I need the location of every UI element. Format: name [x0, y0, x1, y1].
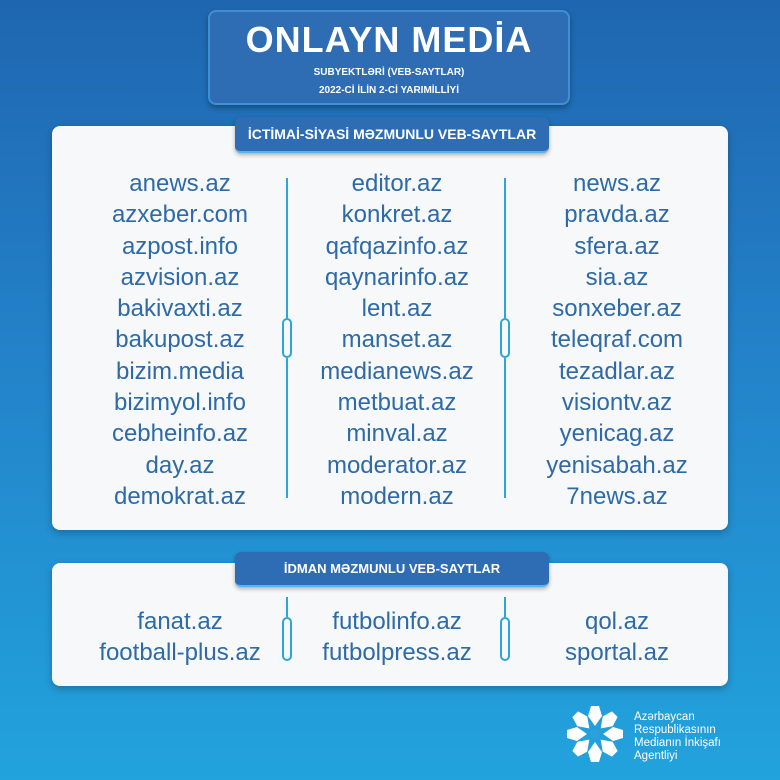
header-box [208, 10, 570, 105]
site-name: minval.az [346, 420, 448, 448]
site-column [70, 606, 290, 669]
logo-petal [588, 706, 602, 726]
site-column [287, 168, 507, 512]
site-name: qaynarinfo.az [324, 263, 470, 291]
logo-petal [567, 727, 587, 741]
site-name: sfera.az [574, 232, 660, 260]
agency-name-line: Agentliyi [634, 750, 678, 762]
site-name: futbolinfo.az [332, 608, 462, 635]
site-name: pravda.az [564, 201, 670, 229]
site-name: moderator.az [326, 451, 468, 479]
site-name: teleqraf.com [550, 326, 684, 354]
site-name: yenicag.az [559, 420, 675, 448]
site-column [70, 168, 290, 512]
section-title-political: İCTİMAİ-SİYASİ MƏZMUNLU VEB-SAYTLAR [235, 117, 549, 153]
site-name: bizimyol.info [113, 389, 247, 417]
site-name: modern.az [340, 482, 454, 510]
site-name: editor.az [351, 170, 443, 197]
site-name: cebheinfo.az [111, 420, 249, 448]
site-name: news.az [572, 170, 662, 197]
site-name: azvision.az [120, 263, 240, 291]
site-name: futbolpress.az [322, 639, 472, 667]
site-name: bizim.media [115, 357, 245, 385]
site-name: metbuat.az [337, 389, 457, 417]
site-name: medianews.az [320, 357, 474, 385]
site-name: bakupost.az [115, 326, 245, 354]
site-name: visiontv.az [561, 389, 673, 417]
site-name: sportal.az [564, 639, 670, 667]
site-name: yenisabah.az [546, 451, 688, 479]
site-name: sia.az [585, 263, 649, 291]
site-name: 7news.az [566, 482, 668, 510]
agency-name-line: Respublikasının [634, 724, 716, 736]
site-name: tezadlar.az [558, 357, 676, 385]
site-name: lent.az [361, 295, 433, 323]
site-name: azpost.info [121, 232, 239, 260]
period: 2022-Cİ İLİN 2-Cİ YARIMİLLİYİ [318, 85, 460, 96]
site-name: konkret.az [341, 201, 453, 229]
political-sites-panel [52, 126, 728, 530]
site-name: bakivaxti.az [117, 295, 243, 323]
site-name: football-plus.az [99, 639, 261, 667]
logo-petal [603, 727, 623, 741]
site-name: sonxeber.az [552, 295, 682, 323]
site-name: qafqazinfo.az [325, 232, 469, 260]
logo-petal [588, 742, 602, 762]
page-title: ONLAYN MEDİA [245, 19, 533, 60]
site-name: manset.az [341, 326, 453, 354]
section-title-sports: İDMAN MƏZMUNLU VEB-SAYTLAR [235, 552, 549, 587]
site-name: anews.az [129, 170, 231, 197]
subtitle: SUBYEKTLƏRİ (VEB-SAYTLAR) [313, 67, 465, 78]
site-name: qol.az [584, 608, 650, 635]
site-column [507, 168, 727, 512]
site-name: fanat.az [137, 608, 223, 635]
site-name: azxeber.com [111, 201, 249, 229]
site-column [507, 606, 727, 669]
agency-logo-icon [565, 704, 625, 764]
site-name: demokrat.az [113, 482, 247, 510]
site-name: day.az [145, 451, 215, 479]
agency-name-line: Azərbaycan [634, 711, 695, 723]
site-column [287, 606, 507, 669]
agency-name-line: Medianın İnkişafı [634, 737, 721, 749]
agency-name [634, 711, 721, 763]
